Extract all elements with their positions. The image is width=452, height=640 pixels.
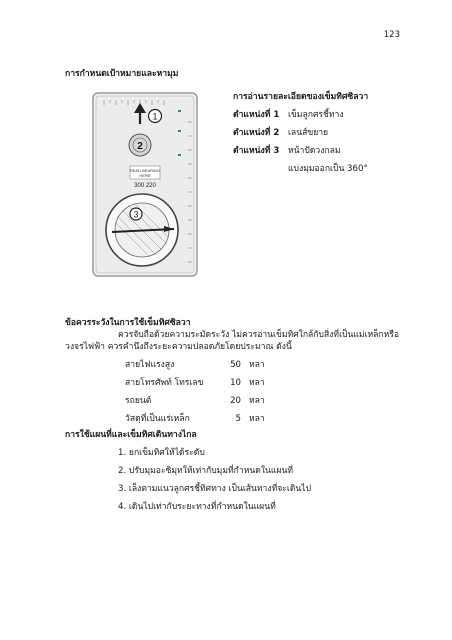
- parts-title: การอ่านรายละเอียดของเข็มทิศซิลวา: [233, 92, 369, 102]
- caution-distance: 20: [230, 396, 241, 406]
- caution-row: [125, 396, 325, 408]
- svg-text:2: 2: [137, 141, 143, 152]
- caution-row: [125, 378, 325, 390]
- caution-distance: 5: [235, 414, 241, 424]
- part-3-description: หน้าปัดวงกลม: [288, 146, 341, 156]
- usage-step: 1. ยกเข็มทิศให้ได้ระดับ: [118, 448, 205, 458]
- part-1-position: ตำแหน่งที่ 1: [233, 110, 280, 120]
- caution-distance: 50: [230, 360, 241, 370]
- svg-text:3: 3: [133, 209, 139, 220]
- caution-row: [125, 360, 325, 372]
- usage-step: 2. ปรับมุมอะซิมุทให้เท่ากับมุมที่กำหนดในแผนที่: [118, 466, 294, 476]
- caution-row: [125, 414, 325, 426]
- caution-paragraph-line-1: ควรจับถือด้วยความระมัดระวัง ไม่ควรอ่านเข็มทิศใกล้กับสิ่งที่เป็นแม่เหล็กหรือ: [118, 330, 400, 340]
- part-3-position: ตำแหน่งที่ 3: [233, 146, 280, 156]
- caution-distance: 10: [230, 378, 241, 388]
- caution-unit: หลา: [249, 396, 265, 406]
- caution-unit: หลา: [249, 360, 265, 370]
- usage-step: 4. เดินไปเท่ากับระยะทางที่กำหนดในแผนที่: [118, 502, 276, 512]
- caution-paragraph-line-2: วงจรไฟฟ้า ควรคำนึงถึงระยะความปลอดภัยโดยประมาณ ดังนี้: [65, 342, 292, 352]
- svg-text:1: 1: [152, 111, 158, 122]
- section-title: การกำหนดเป้าหมายและหามุม: [65, 69, 179, 79]
- caution-item: สายไฟแรงสูง: [125, 360, 175, 370]
- part-3-extra: แบ่งมุมออกเป็น 360°: [288, 164, 368, 174]
- svg-text:300 220: 300 220: [134, 183, 156, 189]
- svg-text:READ BEARING: READ BEARING: [129, 168, 161, 173]
- caution-unit: หลา: [249, 378, 265, 388]
- caution-item: วัสดุที่เป็นแร่เหล็ก: [125, 414, 190, 424]
- caution-item: สายโทรศัพท์ โทรเลข: [125, 378, 204, 388]
- caution-item: รถยนต์: [125, 396, 152, 406]
- part-2-description: เลนส์ขยาย: [288, 128, 329, 138]
- part-1-description: เข็มลูกศรชี้ทาง: [288, 110, 344, 120]
- caution-title: ข้อควรระวังในการใช้เข็มทิศซิลวา: [65, 318, 191, 328]
- svg-text:HERE: HERE: [139, 173, 151, 178]
- caution-unit: หลา: [249, 414, 265, 424]
- part-2-position: ตำแหน่งที่ 2: [233, 128, 280, 138]
- usage-step: 3. เล็งตามแนวลูกศรชี้ทิศทาง เป็นเส้นทางที่จะเดินไป: [118, 484, 312, 494]
- page-number: 123: [383, 30, 400, 40]
- usage-title: การใช้แผนที่และเข็มทิศเดินทางไกล: [65, 430, 197, 440]
- compass-image: [92, 92, 198, 277]
